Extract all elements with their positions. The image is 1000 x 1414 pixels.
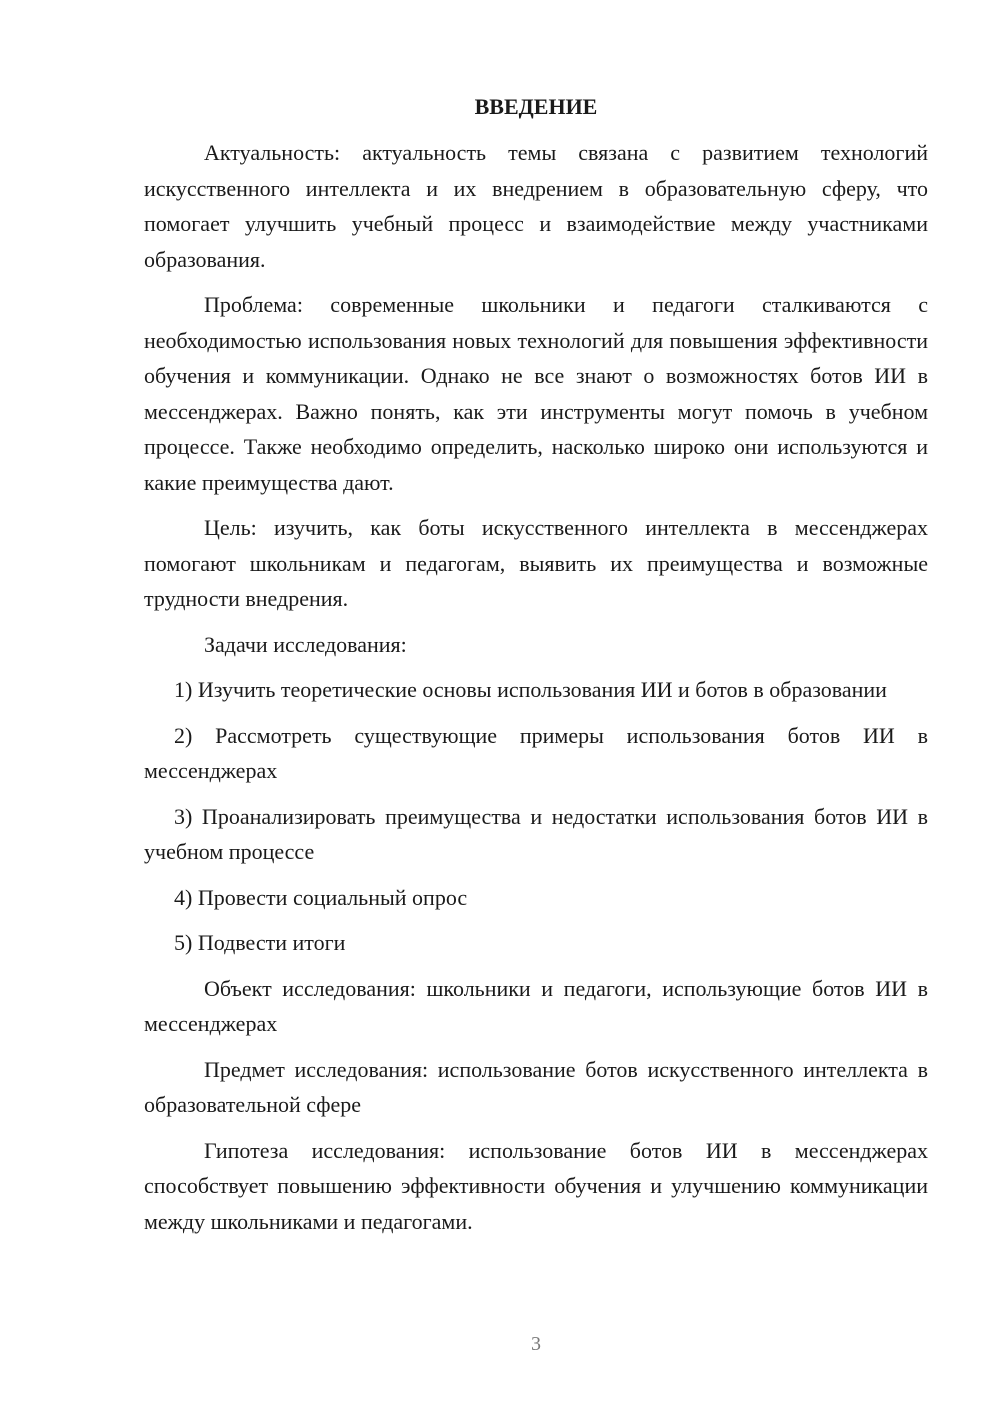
- task-item: 3) Проанализировать преимущества и недостатки использования ботов ИИ в учебном процессе: [144, 803, 928, 864]
- hypothesis-paragraph: Гипотеза исследования: использование ботов ИИ в мессенджерах способствует повышению эффективности обучения и улучшению коммуникации между школьниками и педагогами.: [144, 1137, 928, 1234]
- task-item: 1) Изучить теоретические основы использования ИИ и ботов в образовании: [174, 677, 887, 702]
- problem-paragraph: Проблема: современные школьники и педагоги сталкиваются с необходимостью использования новых технологий для повышения эффективности обучения и коммуникации. Однако не все знают о возможностях ботов ИИ в мессенджерах. Важно понять, как эти инструменты могут помочь в учебном процессе. Также необходимо определить, насколько широко они используются и какие преимущества дают.: [144, 292, 928, 495]
- tasks-heading: Задачи исследования:: [204, 631, 407, 657]
- task-item: 2) Рассмотреть существующие примеры использования ботов ИИ в мессенджерах: [144, 722, 928, 783]
- page-title: ВВЕДЕНИЕ: [474, 94, 598, 119]
- relevance-paragraph: Актуальность: актуальность темы связана с развитием технологий искусственного интеллекта и их внедрением в образовательную сферу, что помогает улучшить учебный процесс и взаимодействие между участниками образования.: [144, 140, 928, 272]
- page-number: 3: [531, 1333, 541, 1355]
- text-column: [144, 88, 928, 1249]
- goal-paragraph: Цель: изучить, как боты искусственного интеллекта в мессенджерах помогают школьникам и педагогам, выявить их преимущества и возможные трудности внедрения.: [144, 515, 928, 611]
- task-item: 5) Подвести итоги: [174, 930, 346, 955]
- object-paragraph: Объект исследования: школьники и педагоги, использующие ботов ИИ в мессенджерах: [144, 975, 928, 1036]
- subject-paragraph: Предмет исследования: использование ботов искусственного интеллекта в образовательной сфере: [144, 1056, 928, 1117]
- task-item: 4) Провести социальный опрос: [174, 884, 468, 910]
